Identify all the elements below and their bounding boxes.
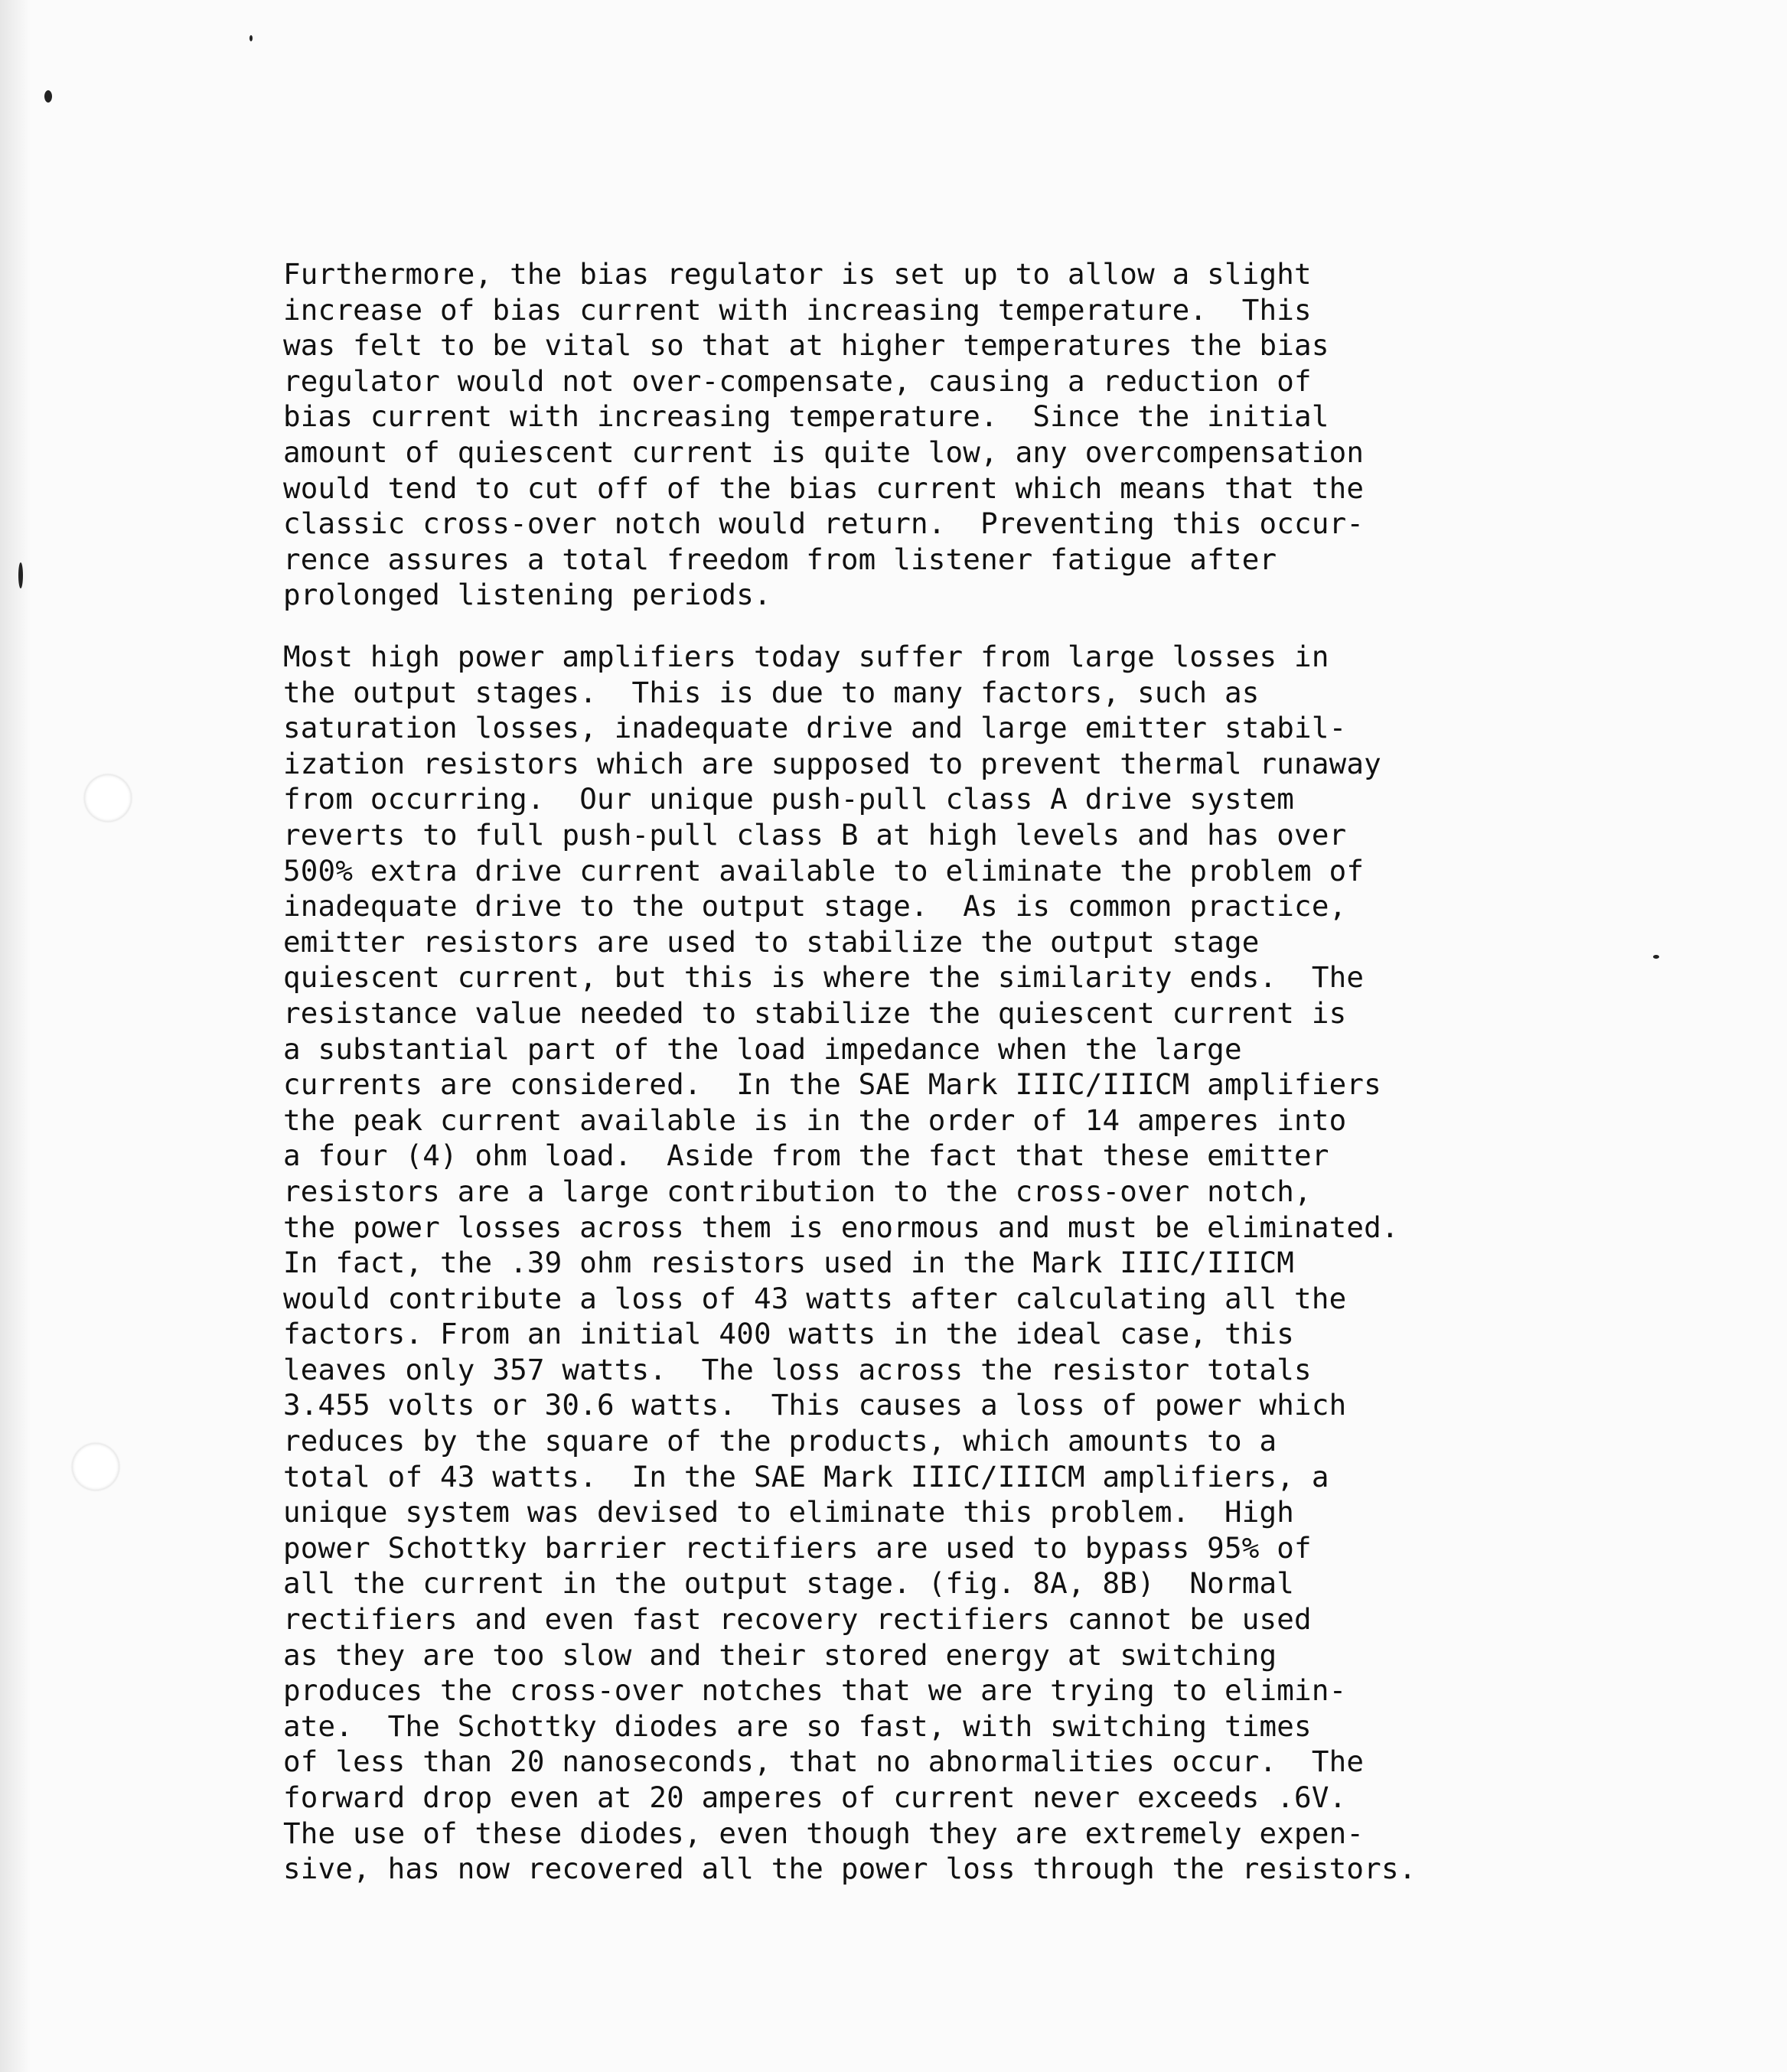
- text-line: of less than 20 nanoseconds, that no abnormalities occur. The: [283, 1745, 1365, 1779]
- paragraph-output-losses: [283, 639, 1630, 1887]
- text-line: classic cross-over notch would return. Preventing this occur-: [283, 507, 1365, 541]
- text-line: currents are considered. In the SAE Mark IIIC/IIICM amplifiers: [283, 1067, 1381, 1102]
- scan-speck: [1653, 955, 1659, 959]
- text-line: ization resistors which are supposed to prevent thermal runaway: [283, 746, 1381, 780]
- text-line: 3.455 volts or 30.6 watts. This causes a loss of power which: [283, 1388, 1347, 1422]
- text-line: power Schottky barrier rectifiers are used to bypass 95% of: [283, 1530, 1312, 1565]
- text-line: the peak current available is in the order of 14 amperes into: [283, 1103, 1347, 1137]
- text-line: 500% extra drive current available to eliminate the problem of: [283, 853, 1365, 888]
- text-line: resistance value needed to stabilize the quiescent current is: [283, 995, 1347, 1030]
- text-line: The use of these diodes, even though they are extremely expen-: [283, 1816, 1365, 1850]
- text-line: unique system was devised to eliminate this problem. High: [283, 1495, 1295, 1530]
- scan-speck: [18, 562, 23, 588]
- text-line: produces the cross-over notches that we are trying to elimin-: [283, 1673, 1347, 1708]
- paragraph-bias-regulator: [283, 256, 1630, 613]
- punch-hole: [72, 1443, 119, 1490]
- text-line: a four (4) ohm load. Aside from the fact that these emitter: [283, 1139, 1329, 1173]
- text-line: the power losses across them is enormous and must be eliminated.: [283, 1210, 1399, 1244]
- text-line: amount of quiescent current is quite low, any overcompensation: [283, 435, 1365, 469]
- text-line: leaves only 357 watts. The loss across the resistor totals: [283, 1352, 1312, 1386]
- scan-speck: [44, 90, 52, 103]
- text-line: regulator would not over-compensate, causing a reduction of: [283, 363, 1312, 398]
- text-line: factors. From an initial 400 watts in the ideal case, this: [283, 1317, 1295, 1351]
- text-line: sive, has now recovered all the power loss through the resistors.: [283, 1852, 1417, 1886]
- text-line: increase of bias current with increasing temperature. This: [283, 292, 1312, 327]
- text-line: rence assures a total freedom from listener fatigue after: [283, 542, 1277, 576]
- text-line: was felt to be vital so that at higher temperatures the bias: [283, 328, 1329, 363]
- text-line: all the current in the output stage. (fig. 8A, 8B) Normal: [283, 1566, 1295, 1601]
- text-line: Furthermore, the bias regulator is set up to allow a slight: [283, 257, 1312, 291]
- text-line: the output stages. This is due to many factors, such as: [283, 675, 1260, 709]
- text-line: saturation losses, inadequate drive and large emitter stabil-: [283, 711, 1347, 745]
- text-line: reverts to full push-pull class B at high levels and has over: [283, 817, 1347, 852]
- text-line: rectifiers and even fast recovery rectifiers cannot be used: [283, 1602, 1312, 1637]
- text-line: total of 43 watts. In the SAE Mark IIIC/IIICM amplifiers, a: [283, 1459, 1329, 1494]
- text-line: forward drop even at 20 amperes of current never exceeds .6V.: [283, 1780, 1347, 1814]
- page-left-edge-shadow: [0, 0, 31, 2072]
- text-line: prolonged listening periods.: [283, 578, 771, 612]
- text-line: would tend to cut off of the bias current which means that the: [283, 471, 1365, 505]
- text-line: In fact, the .39 ohm resistors used in the Mark IIIC/IIICM: [283, 1246, 1295, 1280]
- text-line: as they are too slow and their stored energy at switching: [283, 1637, 1277, 1672]
- text-line: reduces by the square of the products, which amounts to a: [283, 1424, 1277, 1458]
- scan-speck: [249, 35, 253, 41]
- text-line: a substantial part of the load impedance when the large: [283, 1031, 1242, 1066]
- text-line: ate. The Schottky diodes are so fast, with switching times: [283, 1709, 1312, 1743]
- text-line: inadequate drive to the output stage. As is common practice,: [283, 889, 1347, 924]
- text-line: quiescent current, but this is where the similarity ends. The: [283, 960, 1365, 995]
- text-line: bias current with increasing temperature. Since the initial: [283, 399, 1329, 434]
- text-line: resistors are a large contribution to the cross-over notch,: [283, 1174, 1312, 1208]
- text-line: emitter resistors are used to stabilize the output stage: [283, 924, 1260, 959]
- punch-hole: [84, 774, 132, 822]
- text-line: would contribute a loss of 43 watts after calculating all the: [283, 1281, 1347, 1315]
- text-line: from occurring. Our unique push-pull class A drive system: [283, 782, 1295, 816]
- text-line: Most high power amplifiers today suffer from large losses in: [283, 640, 1329, 673]
